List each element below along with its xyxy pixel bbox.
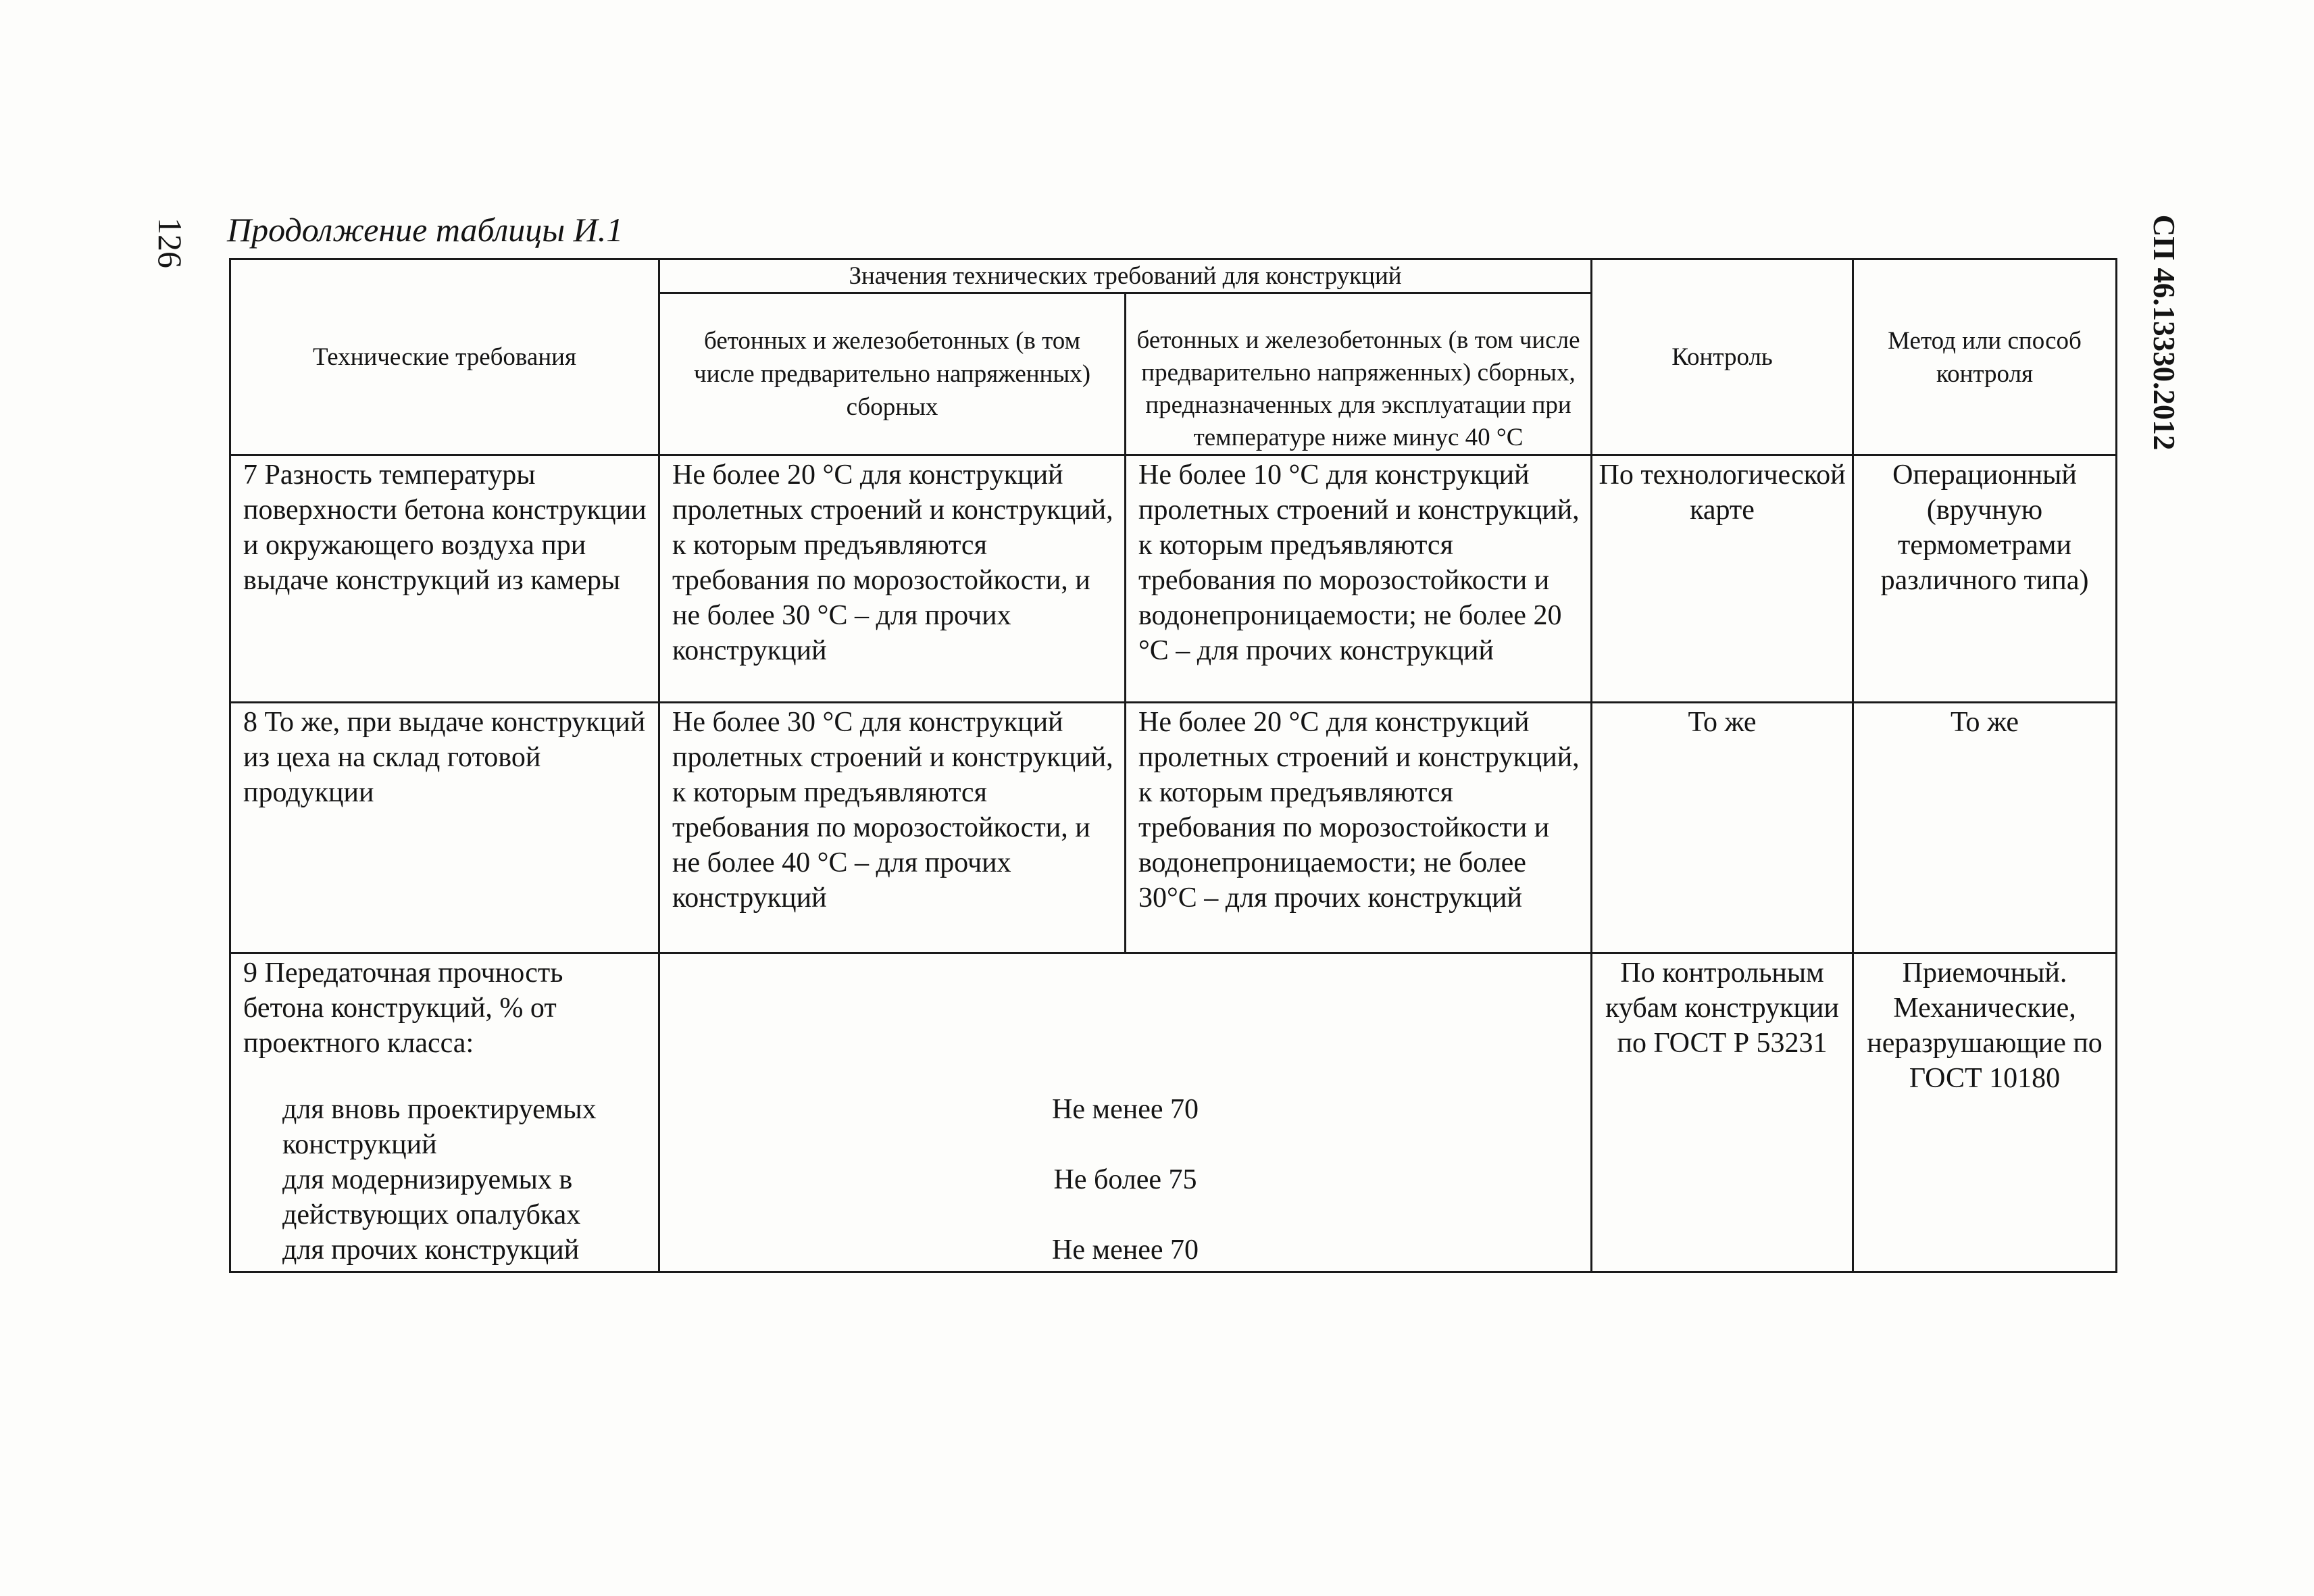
row9-subitem-value: Не менее 70 (1052, 1094, 1199, 1125)
row7-control: По технологической карте (1592, 455, 1853, 703)
header-requirements: Технические требования (230, 259, 659, 455)
row8-control: То же (1592, 703, 1853, 953)
page-number: 126 (151, 218, 189, 268)
row7-method: Операционный (вручную термометрами различного типа) (1853, 455, 2117, 703)
requirements-table (229, 258, 2117, 1273)
row9-method: Приемочный. Механические, неразрушающие по ГОСТ 10180 (1853, 953, 2117, 1272)
table-caption: Продолжение таблицы И.1 (227, 211, 624, 249)
row9-control: По контрольным кубам конструкции по ГОСТ Р 53231 (1592, 953, 1853, 1272)
row7-requirement: 7 Разность температуры поверхности бетона конструкции и окружающего воздуха при выдаче конструкций из камеры (230, 455, 659, 703)
row9-subitem-label: для модернизируемых в действующих опалубках (282, 1164, 581, 1230)
row9-subitem-value: Не менее 70 (1052, 1235, 1199, 1266)
header-control: Контроль (1592, 259, 1853, 455)
row8-method: То же (1853, 703, 2117, 953)
row9-values (659, 953, 1592, 1272)
table-row (230, 703, 2117, 953)
document-code: СП 46.13330.2012 (2147, 214, 2181, 451)
row8-value2: Не более 20 °С для конструкций пролетных строений и конструкций, к которым предъявляются требования по морозостойкости и водонепроницаемости; не более 30°С – для прочих конструкций (1126, 703, 1592, 953)
row9-subitem-label: для прочих конструкций (282, 1235, 580, 1266)
row7-value1: Не более 20 °С для конструкций пролетных строений и конструкций, к которым предъявляются требования по морозостойкости, и не более 30 °С – для прочих конструкций (659, 455, 1126, 703)
row8-requirement: 8 То же, при выдаче конструкций из цеха на склад готовой продукции (230, 703, 659, 953)
header-values-group: Значения технических требований для конструкций (659, 259, 1592, 293)
header-values-col1: бетонных и железобетонных (в том числе предварительно напряженных) сборных (659, 293, 1126, 455)
table-row (230, 953, 2117, 1272)
row9-requirement (230, 953, 659, 1272)
header-values-col2: бетонных и железобетонных (в том числе предварительно напряженных) сборных, предназначенных для эксплуатации при температуре ниже минус 40 °С (1126, 293, 1592, 455)
row9-requirement-title: 9 Передаточная прочность бетона конструкций, % от проектного класса: (243, 957, 563, 1059)
header-row (230, 259, 2117, 293)
row9-subitem-value: Не более 75 (1053, 1164, 1197, 1195)
table-row (230, 455, 2117, 703)
header-method: Метод или способ контроля (1853, 259, 2117, 455)
row9-subitem-label: для вновь проектируемых конструкций (282, 1094, 597, 1160)
row7-value2: Не более 10 °С для конструкций пролетных строений и конструкций, к которым предъявляются требования по морозостойкости и водонепроницаемости; не более 20 °С – для прочих конструкций (1126, 455, 1592, 703)
row8-value1: Не более 30 °С для конструкций пролетных строений и конструкций, к которым предъявляются требования по морозостойкости, и не более 40 °С – для прочих конструкций (659, 703, 1126, 953)
